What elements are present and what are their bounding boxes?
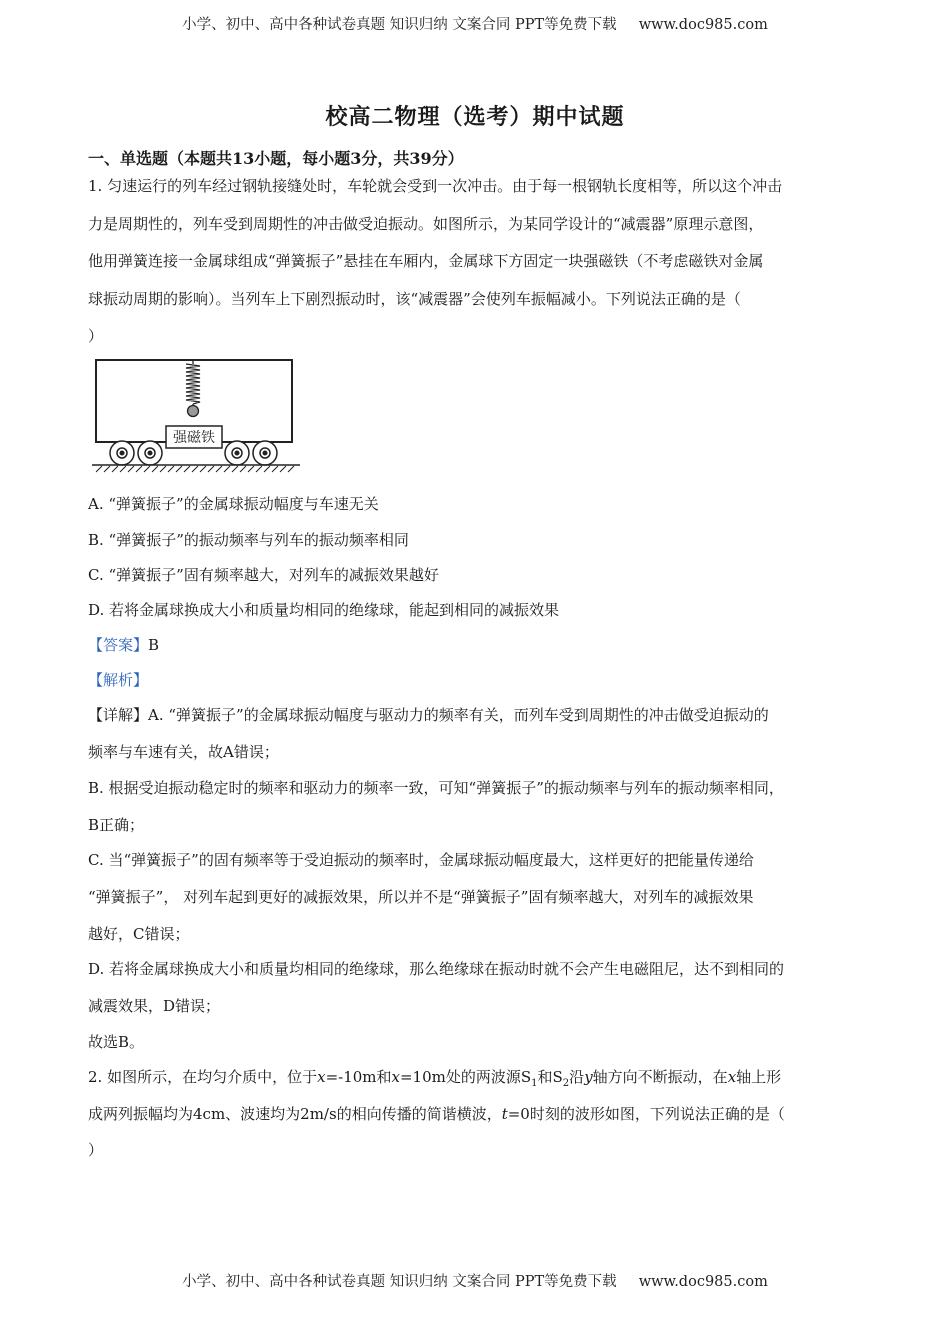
q1-stem-line: ）: [88, 327, 104, 345]
q1-stem-line: 球振动周期的影响）。当列车上下剧烈振动时，该“减震器”会使列车振幅减小。下列说法正确的是（: [88, 290, 741, 308]
section-heading: 一、单选题（本题共13小题，每小题3分，共39分）: [88, 149, 464, 168]
q2-text: 成两列振幅均为4cm、波速均为2m/s的相向传播的简谐横波，: [88, 1105, 502, 1123]
answer-line: [88, 634, 159, 655]
q2-text: 沿: [569, 1068, 585, 1086]
detail-text: A. “弹簧振子”的金属球振动幅度与驱动力的频率有关，而列车受到周期性的冲击做受迫振动的: [148, 706, 769, 724]
footer-url[interactable]: www.doc985.com: [638, 1274, 768, 1290]
q2-text: =0时刻的波形如图，下列说法正确的是（: [507, 1105, 785, 1123]
metal-ball: [188, 406, 199, 417]
detail-line: B正确；: [88, 816, 145, 834]
q2-var: x: [317, 1068, 326, 1086]
answer-value: B: [148, 636, 160, 654]
q2-subscript: 1: [531, 1078, 538, 1089]
magnet-label: 强磁铁: [173, 430, 215, 446]
detail-line: C. 当“弹簧振子”的固有频率等于受迫振动的频率时，金属球振动幅度最大，这样更好的把能量传递给: [88, 851, 754, 869]
analysis-tag: 【解析】: [88, 671, 149, 689]
detail-line: 频率与车速有关，故A错误；: [88, 743, 279, 761]
answer-tag: 【答案】: [88, 636, 149, 654]
page-header: [0, 13, 950, 34]
detail-line: D. 若将金属球换成大小和质量均相同的绝缘球，那么绝缘球在振动时就不会产生电磁阻尼，达不到相同的: [88, 960, 785, 978]
q2-text: 和S: [537, 1068, 563, 1086]
q1-stem-line: 力是周期性的，列车受到周期性的冲击做受迫振动。如图所示，为某同学设计的“减震器”原理示意图，: [88, 215, 764, 233]
page-footer: [0, 1270, 950, 1291]
detail-line: 故选B。: [88, 1033, 145, 1051]
detail-line: B. 根据受迫振动稳定时的频率和驱动力的频率一致，可知“弹簧振子”的振动频率与列车的振动频率相同，: [88, 779, 784, 797]
header-text: 小学、初中、高中各种试卷真题 知识归纳 文案合同 PPT等免费下载: [182, 17, 617, 33]
analysis-line: [88, 669, 148, 690]
spring: [186, 360, 200, 406]
detail-line: 越好，C错误；: [88, 925, 190, 943]
q2-text: =-10m和: [325, 1068, 392, 1086]
header-url[interactable]: www.doc985.com: [638, 17, 768, 33]
q2-var: y: [584, 1068, 593, 1086]
page-title: 校高二物理（选考）期中试题: [325, 104, 625, 130]
detail-line: 减震效果，D错误；: [88, 997, 221, 1015]
q2-stem-line: [88, 1103, 785, 1124]
q2-var: x: [727, 1068, 737, 1086]
q1-option-c: C. “弹簧振子”固有频率越大，对列车的减振效果越好: [88, 566, 439, 584]
q2-var: x: [391, 1068, 400, 1086]
q1-option-b: B. “弹簧振子”的振动频率与列车的振动频率相同: [88, 531, 409, 549]
q1-option-a: A. “弹簧振子”的金属球振动幅度与车速无关: [88, 495, 379, 513]
q1-stem-line: 1. 匀速运行的列车经过钢轨接缝处时，车轮就会受到一次冲击。由于每一根钢轨长度相等，所以这个冲击: [88, 177, 783, 195]
detail-line: [88, 704, 769, 725]
q2-text: 轴方向不断振动，在: [592, 1068, 728, 1086]
q2-subscript: 2: [562, 1078, 570, 1089]
q2-stem-line: [88, 1066, 781, 1089]
q2-var: t: [501, 1105, 508, 1123]
q2-text: 2. 如图所示，在均匀介质中，位于: [88, 1068, 318, 1086]
q1-stem-line: 他用弹簧连接一金属球组成“弹簧振子”悬挂在车厢内，金属球下方固定一块强磁铁（不考虑磁铁对金属: [88, 252, 764, 270]
q2-text: =10m处的两波源S: [399, 1068, 532, 1086]
detail-line: “弹簧振子”， 对列车起到更好的减振效果，所以并不是“弹簧振子”固有频率越大，对列车的减振效果: [88, 888, 754, 906]
detail-tag: 【详解】: [88, 706, 149, 724]
footer-text: 小学、初中、高中各种试卷真题 知识归纳 文案合同 PPT等免费下载: [182, 1274, 617, 1290]
q2-text: 轴上形: [736, 1068, 782, 1086]
q2-stem-line: ）: [88, 1141, 104, 1159]
q1-option-d: D. 若将金属球换成大小和质量均相同的绝缘球，能起到相同的减振效果: [88, 601, 560, 619]
train-carriage-diagram: [88, 354, 308, 476]
ground-hatching: [96, 466, 294, 472]
damper-figure: [88, 354, 308, 480]
